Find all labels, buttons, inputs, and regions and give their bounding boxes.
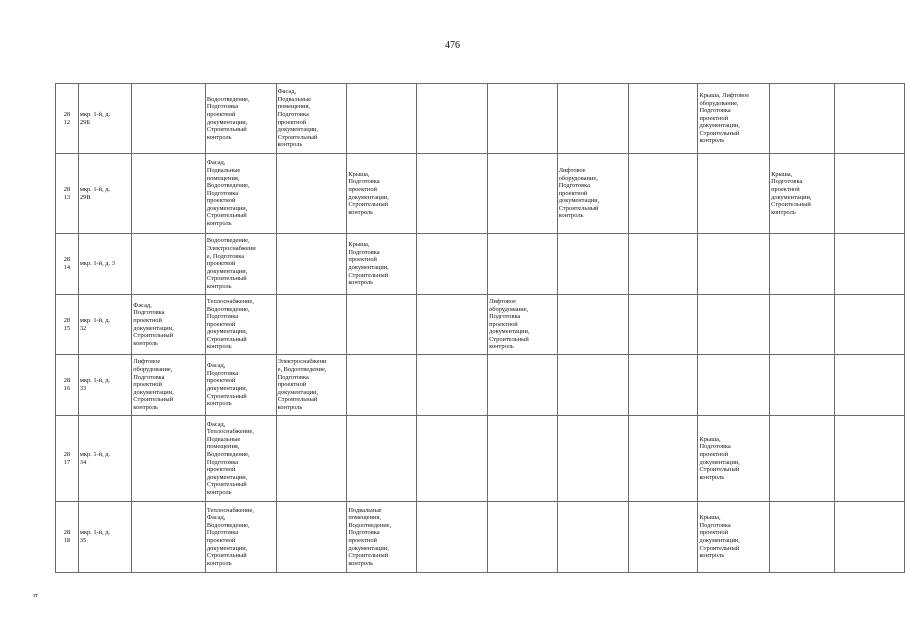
cell-text: 28 14 bbox=[63, 256, 71, 271]
work-cell bbox=[417, 154, 488, 234]
work-cell bbox=[347, 84, 417, 154]
cell-text: Крыша, Подготовка проектной документации, Строительный контроль bbox=[699, 514, 740, 560]
work-cell bbox=[205, 355, 276, 416]
table-row bbox=[56, 416, 905, 502]
cell-text: Теплоснабжение, Водоотведение, Подготовка проектной документации, Строительный контроль bbox=[206, 297, 254, 351]
cell-text: Лифтовое оборудование, Подготовка проектной документации, Строительный контроль bbox=[558, 166, 600, 220]
work-cell bbox=[770, 502, 835, 573]
cell-text: мкр. 1-й, д. 3 bbox=[79, 260, 115, 268]
cell-text: мкр. 1-й, д. 32 bbox=[79, 316, 111, 332]
work-cell bbox=[132, 154, 206, 234]
work-cell bbox=[629, 295, 698, 355]
cell-text: Водоотведение, Электроснабжени е, Подготовка проектной документации, Строительный контроль bbox=[206, 237, 256, 290]
row-number-cell bbox=[56, 84, 79, 154]
table-row bbox=[56, 502, 905, 573]
work-cell bbox=[488, 84, 558, 154]
address-cell bbox=[78, 502, 131, 573]
work-cell bbox=[276, 154, 347, 234]
cell-text: мкр. 1-й, д. 33 bbox=[79, 377, 111, 392]
work-cell bbox=[132, 502, 206, 573]
cell-text: Теплоснабжение, Фасад, Водоотведение, Подготовка проектной документации, Строительный контроль bbox=[206, 506, 254, 567]
work-cell bbox=[629, 416, 698, 502]
address-cell bbox=[78, 234, 131, 295]
work-cell bbox=[488, 154, 558, 234]
address-cell bbox=[78, 84, 131, 154]
work-cell bbox=[770, 295, 835, 355]
cell-text: Фасад, Теплоснабжение, Подвальные помещения, Водоотведение, Подготовка проектной документации, Строительный контроль bbox=[206, 420, 254, 496]
cell-text: Водоотведение, Подготовка проектной документации, Строительный контроль bbox=[206, 95, 250, 141]
work-cell bbox=[629, 84, 698, 154]
work-cell bbox=[132, 416, 206, 502]
work-cell bbox=[770, 234, 835, 295]
row-number-cell bbox=[56, 502, 79, 573]
cell-text: Лифтовое оборудование, Подготовка проектной документации, Строительный контроль bbox=[133, 358, 174, 411]
work-cell bbox=[770, 154, 835, 234]
work-cell bbox=[205, 295, 276, 355]
work-cell bbox=[417, 355, 488, 416]
page-number: 476 bbox=[445, 40, 460, 51]
work-cell bbox=[698, 416, 770, 502]
work-cell bbox=[417, 295, 488, 355]
table-row bbox=[56, 355, 905, 416]
work-cell bbox=[276, 502, 347, 573]
work-cell bbox=[347, 234, 417, 295]
work-cell bbox=[417, 84, 488, 154]
cell-text: Фасад, Подвальные помещения, Подготовка проектной документации, Строительный контроль bbox=[277, 88, 319, 149]
work-cell bbox=[770, 355, 835, 416]
work-cell bbox=[205, 154, 276, 234]
cell-text: мкр. 1-й, д. 35 bbox=[79, 529, 111, 544]
work-cell bbox=[834, 355, 904, 416]
work-cell bbox=[834, 295, 904, 355]
work-cell bbox=[834, 416, 904, 502]
work-cell bbox=[488, 502, 558, 573]
work-cell bbox=[488, 295, 558, 355]
row-number-cell bbox=[56, 154, 79, 234]
work-cell bbox=[557, 84, 629, 154]
work-cell bbox=[205, 502, 276, 573]
cell-text: Крыша, Подготовка проектной документации, Строительный контроль bbox=[771, 170, 812, 216]
table-row bbox=[56, 234, 905, 295]
work-cell bbox=[698, 154, 770, 234]
work-cell bbox=[132, 295, 206, 355]
cell-text: мкр. 1-й, д. 34 bbox=[79, 450, 111, 466]
cell-text: Электроснабжени е, Водоотведение, Подготовка проектной документации, Строительный контроль bbox=[277, 358, 327, 411]
work-cell bbox=[205, 416, 276, 502]
address-cell bbox=[78, 416, 131, 502]
work-cell bbox=[698, 295, 770, 355]
work-cell bbox=[629, 502, 698, 573]
work-cell bbox=[347, 502, 417, 573]
work-cell bbox=[834, 154, 904, 234]
table-row bbox=[56, 295, 905, 355]
cell-text: 28 15 bbox=[63, 316, 71, 332]
work-cell bbox=[276, 84, 347, 154]
cell-text: мкр. 1-й, д. 29Б bbox=[79, 110, 111, 126]
work-cell bbox=[276, 416, 347, 502]
work-cell bbox=[132, 355, 206, 416]
work-cell bbox=[276, 355, 347, 416]
work-cell bbox=[770, 416, 835, 502]
work-cell bbox=[834, 84, 904, 154]
work-cell bbox=[629, 355, 698, 416]
work-cell bbox=[276, 295, 347, 355]
work-cell bbox=[698, 502, 770, 573]
work-cell bbox=[347, 295, 417, 355]
address-cell bbox=[78, 154, 131, 234]
work-cell bbox=[629, 234, 698, 295]
work-cell bbox=[488, 234, 558, 295]
work-cell bbox=[132, 234, 206, 295]
table-row bbox=[56, 154, 905, 234]
work-cell bbox=[698, 84, 770, 154]
cell-text: Крыша, Подготовка проектной документации, Строительный контроль bbox=[699, 435, 740, 481]
work-cell bbox=[557, 154, 629, 234]
work-cell bbox=[698, 234, 770, 295]
work-cell bbox=[557, 355, 629, 416]
address-cell bbox=[78, 355, 131, 416]
work-cell bbox=[347, 416, 417, 502]
cell-text: Крыша, Подготовка проектной документации, Строительный контроль bbox=[348, 241, 389, 287]
cell-text: Лифтовое оборудование, Подготовка проектной документации, Строительный контроль bbox=[489, 297, 530, 351]
work-cell bbox=[698, 355, 770, 416]
work-cell bbox=[132, 84, 206, 154]
work-cell bbox=[557, 295, 629, 355]
cell-text: 28 17 bbox=[63, 450, 71, 466]
cell-text: Крыша, Подготовка проектной документации, Строительный контроль bbox=[348, 170, 389, 216]
row-number-cell bbox=[56, 295, 79, 355]
footer-mark: зт bbox=[33, 593, 38, 599]
row-number-cell bbox=[56, 416, 79, 502]
work-cell bbox=[205, 234, 276, 295]
work-cell bbox=[347, 154, 417, 234]
work-cell bbox=[417, 416, 488, 502]
work-cell bbox=[276, 234, 347, 295]
work-cell bbox=[417, 234, 488, 295]
capital-repair-schedule-table bbox=[55, 83, 905, 573]
cell-text: Фасад, Подготовка проектной документации, Строительный контроль bbox=[133, 301, 174, 347]
cell-text: 28 16 bbox=[63, 377, 71, 392]
work-cell bbox=[347, 355, 417, 416]
work-cell bbox=[834, 234, 904, 295]
work-cell bbox=[417, 502, 488, 573]
work-cell bbox=[834, 502, 904, 573]
cell-text: Подвальные помещения, Водоотведение, Подготовка проектной документации, Строительный контроль bbox=[348, 506, 392, 567]
work-cell bbox=[205, 84, 276, 154]
work-cell bbox=[557, 416, 629, 502]
row-number-cell bbox=[56, 234, 79, 295]
row-number-cell bbox=[56, 355, 79, 416]
cell-text: Фасад, Подготовка проектной документации, Строительный контроль bbox=[206, 362, 248, 408]
cell-text: Крыша, Лифтовое оборудование, Подготовка проектной документации, Строительный контроль bbox=[699, 91, 750, 145]
cell-text: 28 13 bbox=[63, 185, 71, 201]
work-cell bbox=[770, 84, 835, 154]
cell-text: 28 12 bbox=[63, 110, 71, 126]
cell-text: 28 18 bbox=[63, 529, 71, 544]
work-cell bbox=[629, 154, 698, 234]
cell-text: Фасад, Подвальные помещения, Водоотведение, Подготовка проектной документации, Строительный контроль bbox=[206, 159, 250, 228]
work-cell bbox=[557, 234, 629, 295]
work-cell bbox=[488, 355, 558, 416]
work-cell bbox=[557, 502, 629, 573]
table-row bbox=[56, 84, 905, 154]
cell-text: мкр. 1-й, д. 29В bbox=[79, 185, 111, 201]
work-cell bbox=[488, 416, 558, 502]
address-cell bbox=[78, 295, 131, 355]
